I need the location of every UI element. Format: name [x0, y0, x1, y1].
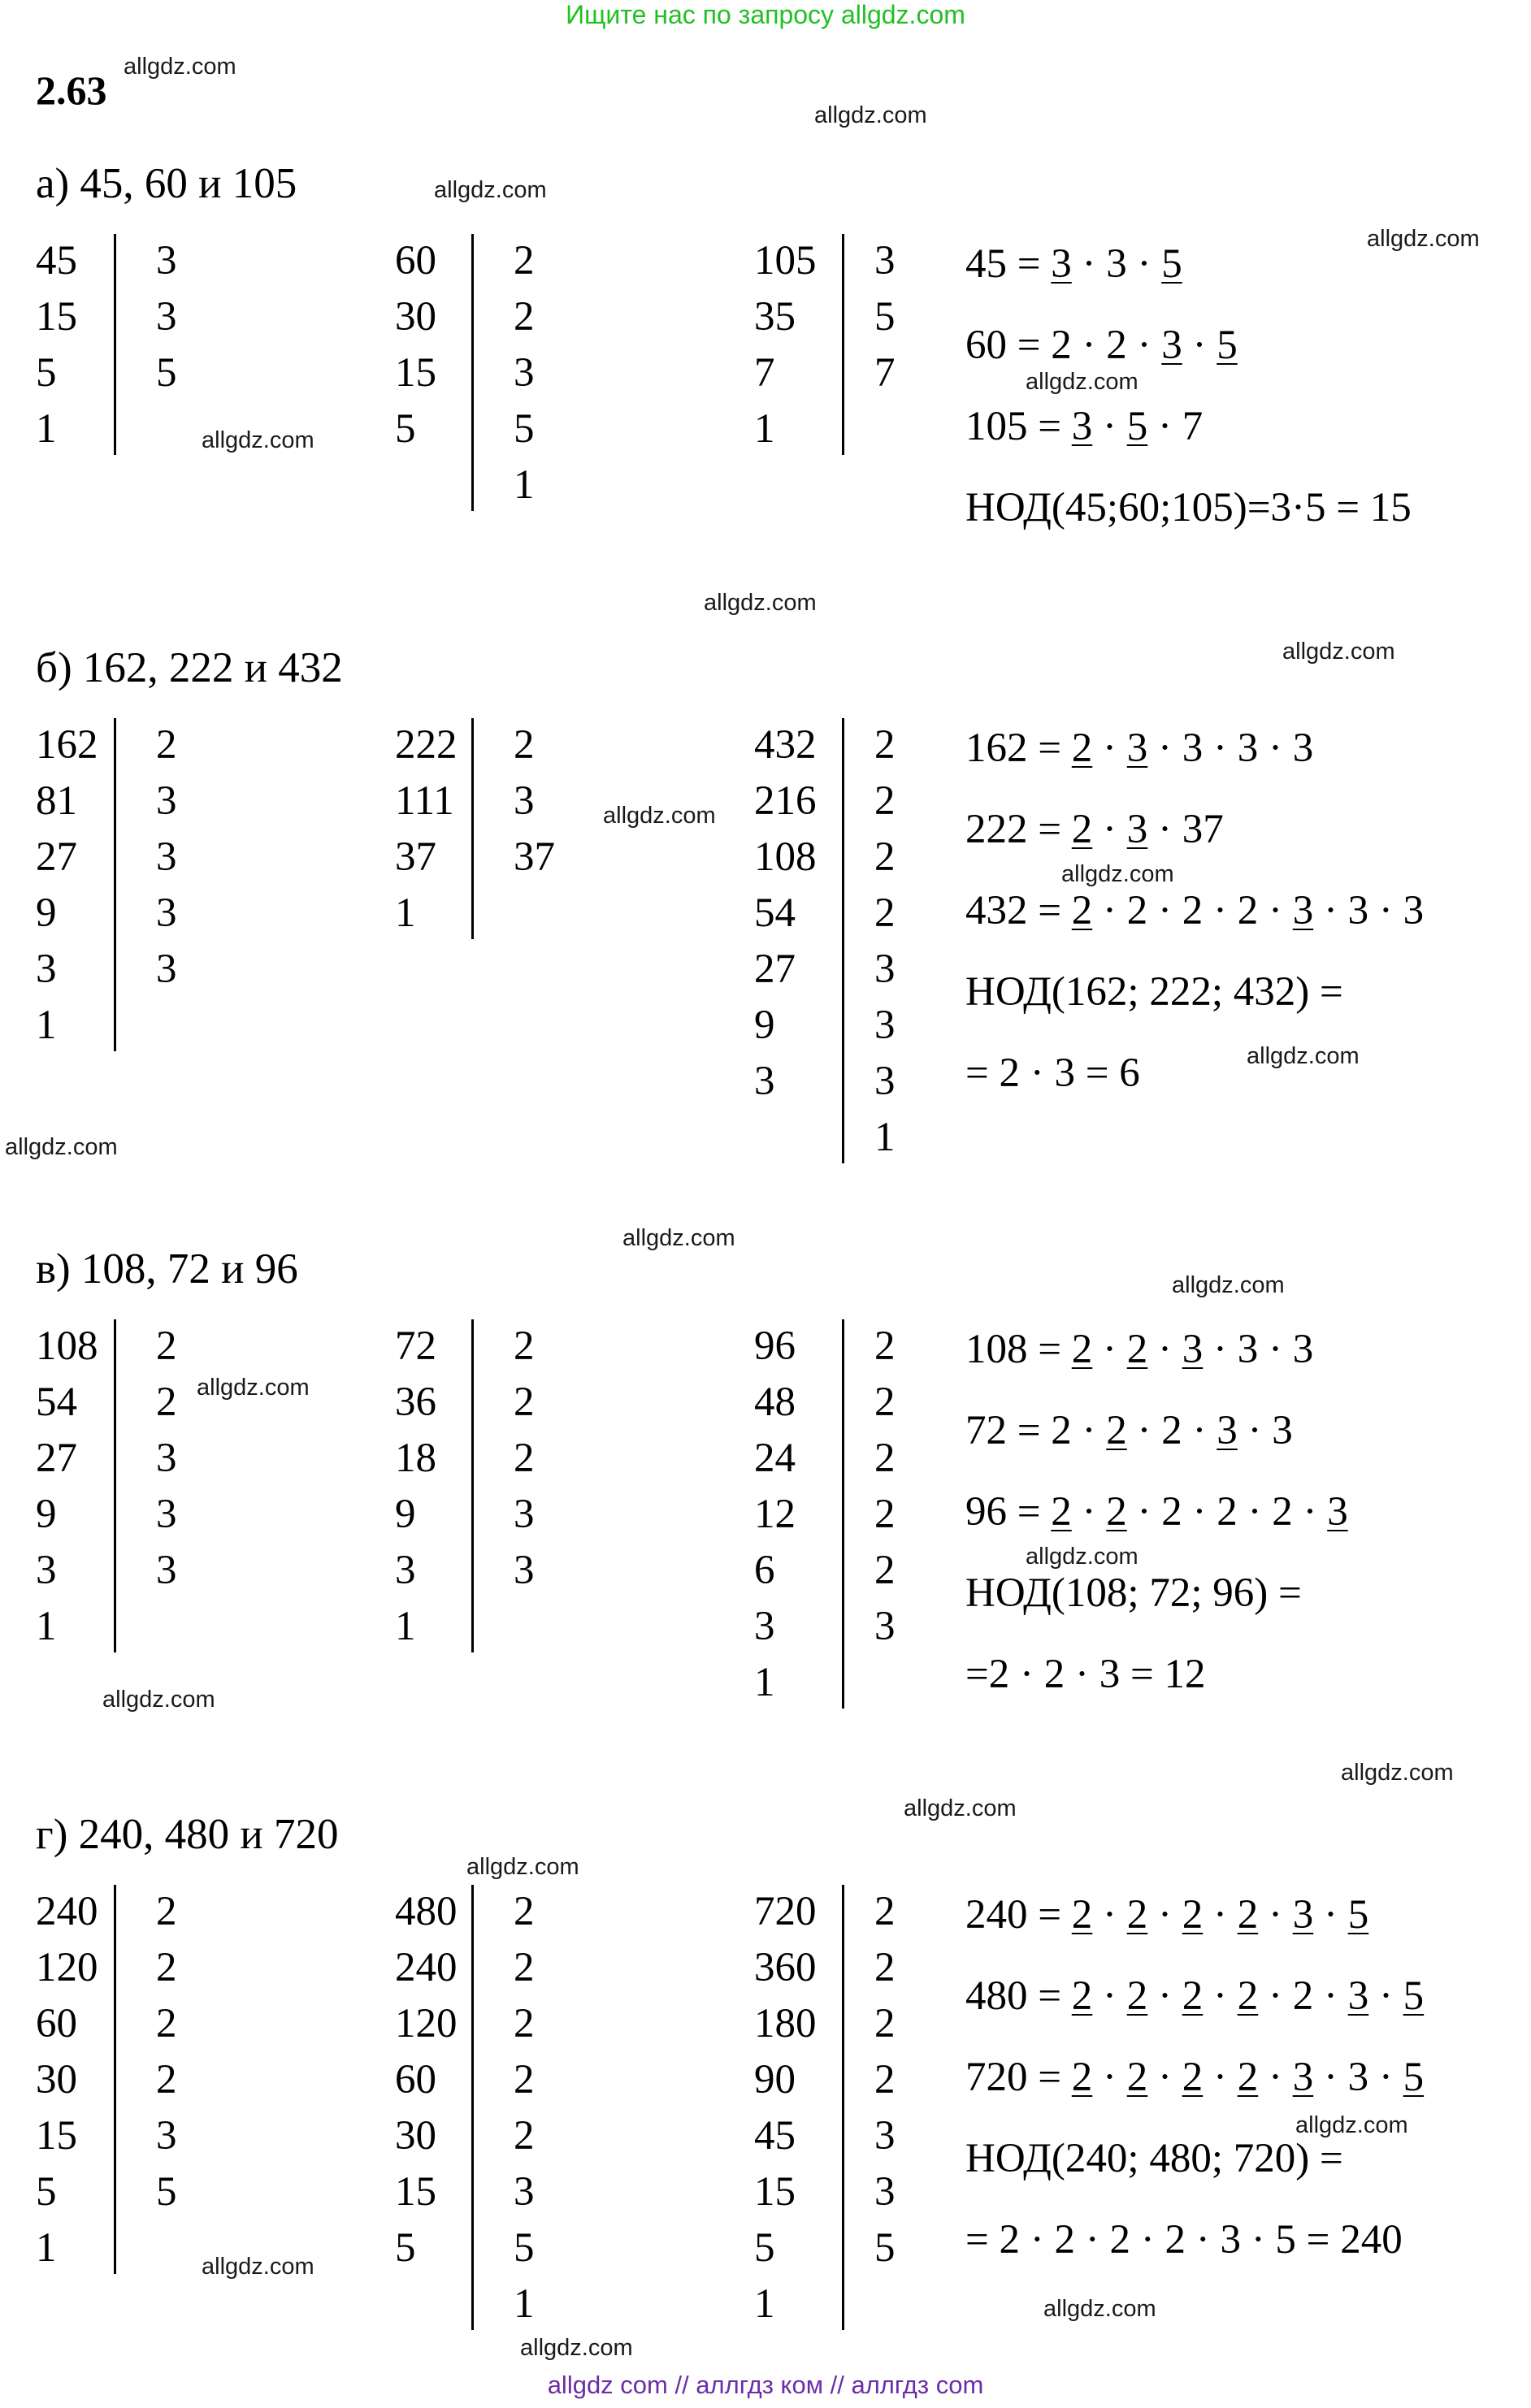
dividend-number: 240 [395, 1945, 458, 1990]
factorization-line [965, 1489, 1348, 1535]
equation-text: · 2 · 2 · 2 · [1126, 1489, 1328, 1535]
watermark: allgdz.com [202, 427, 314, 453]
dividend-number: 360 [754, 1945, 817, 1990]
common-factor: 3 [1347, 1973, 1369, 2019]
prime-divisor: 3 [514, 2169, 535, 2215]
dividend-number: 1 [754, 1660, 775, 1705]
equation-text: · [1258, 2055, 1293, 2100]
watermark: allgdz.com [814, 102, 927, 128]
common-factor: 2 [1071, 807, 1093, 852]
prime-divisor: 5 [156, 2169, 177, 2215]
factorization-line [965, 2057, 1424, 2098]
section-heading: а) 45, 60 и 105 [36, 160, 297, 207]
prime-divisor: 5 [874, 2225, 896, 2271]
equation-text: · [1092, 725, 1127, 771]
equation-text: НОД(240; 480; 720) = [965, 2136, 1343, 2181]
prime-divisor: 5 [156, 350, 177, 396]
prime-divisor: 5 [514, 2225, 535, 2271]
watermark: allgdz.com [622, 1225, 735, 1251]
common-factor: 2 [1071, 2055, 1093, 2100]
prime-divisor: 2 [514, 1889, 535, 1934]
equation-text: · 3 · [1313, 2055, 1403, 2100]
equation-text: · [1258, 1892, 1293, 1938]
prime-divisor: 2 [874, 890, 896, 936]
dividend-number: 12 [754, 1492, 796, 1537]
watermark: allgdz.com [1061, 861, 1174, 887]
division-line [114, 718, 116, 1051]
prime-divisor: 3 [156, 2113, 177, 2159]
equation-text: · [1092, 1973, 1127, 2019]
equation-text: · 3 [1237, 1408, 1293, 1453]
dividend-number: 9 [395, 1492, 416, 1537]
prime-divisor: 2 [156, 1323, 177, 1369]
prime-divisor: 3 [156, 834, 177, 880]
equation-text: · [1203, 1892, 1238, 1938]
dividend-number: 37 [395, 834, 436, 880]
common-factor: 2 [1126, 1327, 1148, 1372]
dividend-number: 35 [754, 294, 796, 340]
equation-text: · 2 · [1126, 1408, 1217, 1453]
equation-text: · [1203, 1973, 1238, 2019]
equation-text: · [1203, 2055, 1238, 2100]
prime-divisor: 2 [514, 2057, 535, 2103]
equation-text: · [1147, 1327, 1182, 1372]
watermark: allgdz.com [1172, 1272, 1285, 1298]
watermark: allgdz.com [124, 54, 236, 80]
dividend-number: 1 [36, 406, 57, 452]
equation-text: = 2 · 3 = 6 [965, 1050, 1140, 1096]
prime-divisor: 3 [156, 294, 177, 340]
factorization-line [965, 241, 1182, 287]
dividend-number: 15 [395, 350, 436, 396]
dividend-number: 30 [395, 2113, 436, 2159]
dividend-number: 720 [754, 1889, 817, 1934]
prime-divisor: 2 [514, 238, 535, 284]
dividend-number: 5 [36, 2169, 57, 2215]
dividend-number: 15 [36, 294, 77, 340]
common-factor: 2 [1182, 2055, 1204, 2100]
equation-text: · 3 · 3 [1313, 888, 1425, 933]
equation-text: 240 = [965, 1892, 1072, 1938]
factorization-line [965, 325, 1238, 366]
dividend-number: 240 [36, 1889, 98, 1934]
dividend-number: 60 [36, 2001, 77, 2046]
common-factor: 2 [1237, 2055, 1259, 2100]
common-factor: 2 [1182, 1892, 1204, 1938]
equation-text: · 2 · [1258, 1973, 1348, 2019]
equation-text: · 2 · 2 · 2 · [1092, 888, 1293, 933]
common-factor: 2 [1071, 1973, 1093, 2019]
watermark: allgdz.com [102, 1687, 215, 1713]
equation-text: = 2 · 2 · 2 · 2 · 3 · 5 = 240 [965, 2217, 1403, 2263]
prime-divisor: 2 [514, 722, 535, 768]
equation-text: 45 = [965, 241, 1052, 287]
dividend-number: 54 [36, 1379, 77, 1425]
prime-divisor: 1 [514, 2281, 535, 2327]
watermark: allgdz.com [1341, 1760, 1454, 1786]
dividend-number: 1 [36, 1604, 57, 1649]
prime-divisor: 3 [156, 890, 177, 936]
prime-divisor: 3 [514, 778, 535, 824]
dividend-number: 5 [754, 2225, 775, 2271]
factorization-line [965, 809, 1224, 851]
division-line [842, 234, 844, 455]
factorization-line [965, 487, 1412, 529]
dividend-number: 432 [754, 722, 817, 768]
common-factor: 3 [1292, 2055, 1314, 2100]
prime-divisor: 2 [514, 2001, 535, 2046]
prime-divisor: 2 [514, 2113, 535, 2159]
dividend-number: 5 [36, 350, 57, 396]
dividend-number: 27 [36, 834, 77, 880]
common-factor: 2 [1071, 888, 1093, 933]
watermark: allgdz.com [1295, 2112, 1408, 2138]
factorization-line [965, 1329, 1313, 1371]
prime-divisor: 2 [514, 294, 535, 340]
watermark: allgdz.com [1247, 1043, 1360, 1069]
prime-divisor: 2 [156, 1945, 177, 1990]
common-factor: 2 [1106, 1489, 1127, 1535]
prime-divisor: 3 [874, 238, 896, 284]
equation-text: · [1092, 1892, 1127, 1938]
equation-text: · [1092, 404, 1127, 449]
division-line [842, 1885, 844, 2330]
common-factor: 2 [1106, 1408, 1127, 1453]
division-line [842, 718, 844, 1163]
equation-text: =2 · 2 · 3 = 12 [965, 1652, 1206, 1697]
common-factor: 2 [1051, 1489, 1072, 1535]
common-factor: 3 [1161, 323, 1182, 368]
division-line [471, 1319, 474, 1652]
watermark: allgdz.com [1043, 2296, 1156, 2322]
prime-divisor: 3 [156, 1436, 177, 1481]
dividend-number: 3 [754, 1604, 775, 1649]
dividend-number: 30 [36, 2057, 77, 2103]
dividend-number: 15 [754, 2169, 796, 2215]
prime-divisor: 2 [874, 778, 896, 824]
watermark: allgdz.com [202, 2254, 314, 2280]
dividend-number: 81 [36, 778, 77, 824]
equation-text: · [1182, 323, 1217, 368]
equation-text: · [1092, 807, 1127, 852]
common-factor: 5 [1347, 1892, 1369, 1938]
common-factor: 2 [1126, 2055, 1148, 2100]
common-factor: 2 [1237, 1892, 1259, 1938]
equation-text: · [1147, 1892, 1182, 1938]
prime-divisor: 2 [156, 1379, 177, 1425]
prime-divisor: 3 [156, 778, 177, 824]
equation-text: · [1147, 1973, 1182, 2019]
dividend-number: 180 [754, 2001, 817, 2046]
equation-text: · [1092, 1327, 1127, 1372]
common-factor: 2 [1071, 1327, 1093, 1372]
dividend-number: 90 [754, 2057, 796, 2103]
prime-divisor: 5 [514, 406, 535, 452]
dividend-number: 3 [754, 1059, 775, 1104]
factorization-line [965, 406, 1203, 448]
prime-divisor: 2 [156, 1889, 177, 1934]
common-factor: 5 [1126, 404, 1148, 449]
watermark: allgdz.com [603, 803, 716, 829]
equation-text: НОД(108; 72; 96) = [965, 1570, 1302, 1616]
division-line [114, 1319, 116, 1652]
watermark: allgdz.com [1367, 226, 1480, 252]
equation-text: · [1368, 1973, 1403, 2019]
common-factor: 2 [1126, 1892, 1148, 1938]
watermark: allgdz.com [434, 177, 547, 203]
equation-text: · 3 · 3 · 3 [1147, 725, 1314, 771]
dividend-number: 5 [395, 406, 416, 452]
watermark: allgdz.com [197, 1375, 310, 1401]
factorization-line [965, 2217, 1403, 2263]
equation-text: · [1313, 1892, 1348, 1938]
equation-text: 480 = [965, 1973, 1072, 2019]
dividend-number: 120 [36, 1945, 98, 1990]
dividend-number: 3 [36, 946, 57, 992]
prime-divisor: 3 [874, 946, 896, 992]
dividend-number: 54 [754, 890, 796, 936]
prime-divisor: 3 [874, 2113, 896, 2159]
equation-text: · 3 · [1071, 241, 1162, 287]
dividend-number: 480 [395, 1889, 458, 1934]
factorization-line [965, 1973, 1425, 2019]
prime-divisor: 3 [514, 350, 535, 396]
prime-divisor: 3 [514, 1492, 535, 1537]
prime-divisor: 2 [514, 1436, 535, 1481]
factorization-line [965, 890, 1424, 932]
prime-divisor: 2 [874, 1548, 896, 1593]
dividend-number: 6 [754, 1548, 775, 1593]
equation-text: НОД(45;60;105)=3·5 = 15 [965, 485, 1412, 531]
prime-divisor: 3 [874, 1003, 896, 1048]
division-line [114, 234, 116, 455]
equation-text: 108 = [965, 1327, 1072, 1372]
dividend-number: 18 [395, 1436, 436, 1481]
dividend-number: 27 [36, 1436, 77, 1481]
common-factor: 5 [1403, 2055, 1425, 2100]
dividend-number: 24 [754, 1436, 796, 1481]
division-line [471, 718, 474, 939]
dividend-number: 108 [754, 834, 817, 880]
common-factor: 3 [1071, 404, 1093, 449]
prime-divisor: 2 [514, 1379, 535, 1425]
prime-divisor: 3 [514, 1548, 535, 1593]
prime-divisor: 2 [874, 1379, 896, 1425]
common-factor: 2 [1126, 1973, 1148, 2019]
common-factor: 3 [1051, 241, 1072, 287]
dividend-number: 15 [395, 2169, 436, 2215]
problem-number: 2.63 [36, 67, 107, 113]
common-factor: 5 [1217, 323, 1238, 368]
common-factor: 2 [1071, 1892, 1093, 1938]
common-factor: 3 [1126, 807, 1148, 852]
dividend-number: 60 [395, 238, 436, 284]
equation-text: · 3 · 3 [1203, 1327, 1314, 1372]
common-factor: 3 [1217, 1408, 1238, 1453]
watermark: allgdz.com [1282, 639, 1395, 665]
section-heading: в) 108, 72 и 96 [36, 1245, 298, 1293]
dividend-number: 9 [754, 1003, 775, 1048]
prime-divisor: 3 [874, 1059, 896, 1104]
prime-divisor: 2 [874, 722, 896, 768]
dividend-number: 162 [36, 722, 98, 768]
dividend-number: 111 [395, 778, 454, 824]
equation-text: 72 = 2 · [965, 1408, 1107, 1453]
dividend-number: 27 [754, 946, 796, 992]
division-line [471, 1885, 474, 2330]
dividend-number: 1 [754, 2281, 775, 2327]
common-factor: 3 [1126, 725, 1148, 771]
dividend-number: 3 [395, 1548, 416, 1593]
dividend-number: 45 [754, 2113, 796, 2159]
prime-divisor: 2 [874, 1492, 896, 1537]
common-factor: 5 [1403, 1973, 1425, 2019]
factorization-line [965, 2138, 1343, 2180]
watermark: allgdz.com [1026, 369, 1138, 395]
watermark: allgdz.com [520, 2335, 633, 2361]
watermark: allgdz.com [5, 1134, 118, 1160]
dividend-number: 72 [395, 1323, 436, 1369]
prime-divisor: 3 [156, 238, 177, 284]
common-factor: 3 [1327, 1489, 1348, 1535]
prime-divisor: 5 [874, 294, 896, 340]
equation-text: · [1147, 2055, 1182, 2100]
dividend-number: 1 [395, 1604, 416, 1649]
equation-text: 105 = [965, 404, 1072, 449]
factorization-line [965, 1654, 1206, 1696]
watermark: allgdz.com [704, 590, 817, 616]
equation-text: 162 = [965, 725, 1072, 771]
dividend-number: 48 [754, 1379, 796, 1425]
footer-banner: allgdz com // аллгдз ком // аллгдз com [547, 2371, 984, 2399]
equation-text: · 7 [1147, 404, 1204, 449]
prime-divisor: 2 [874, 2057, 896, 2103]
dividend-number: 120 [395, 2001, 458, 2046]
factorization-line [965, 1570, 1302, 1616]
division-line [114, 1885, 116, 2274]
equation-text: 60 = 2 · 2 · [965, 323, 1162, 368]
dividend-number: 7 [754, 350, 775, 396]
dividend-number: 30 [395, 294, 436, 340]
equation-text: 96 = [965, 1489, 1052, 1535]
dividend-number: 105 [754, 238, 817, 284]
dividend-number: 60 [395, 2057, 436, 2103]
prime-divisor: 3 [156, 1548, 177, 1593]
equation-text: · [1092, 2055, 1127, 2100]
common-factor: 3 [1182, 1327, 1204, 1372]
dividend-number: 15 [36, 2113, 77, 2159]
prime-divisor: 3 [156, 1492, 177, 1537]
equation-text: 222 = [965, 807, 1072, 852]
watermark: allgdz.com [904, 1795, 1017, 1821]
division-line [471, 234, 474, 511]
prime-divisor: 2 [874, 1889, 896, 1934]
prime-divisor: 1 [874, 1115, 896, 1160]
equation-text: 720 = [965, 2055, 1072, 2100]
watermark: allgdz.com [1026, 1544, 1138, 1570]
prime-divisor: 2 [514, 1323, 535, 1369]
common-factor: 2 [1237, 1973, 1259, 2019]
dividend-number: 1 [395, 890, 416, 936]
factorization-line [965, 725, 1314, 771]
dividend-number: 36 [395, 1379, 436, 1425]
dividend-number: 1 [36, 1003, 57, 1048]
equation-text: · 37 [1147, 807, 1224, 852]
prime-divisor: 2 [156, 722, 177, 768]
prime-divisor: 2 [874, 1945, 896, 1990]
watermark: allgdz.com [466, 1854, 579, 1880]
dividend-number: 216 [754, 778, 817, 824]
prime-divisor: 1 [514, 462, 535, 508]
prime-divisor: 2 [874, 1436, 896, 1481]
dividend-number: 45 [36, 238, 77, 284]
dividend-number: 9 [36, 1492, 57, 1537]
dividend-number: 1 [754, 406, 775, 452]
top-banner: Ищите нас по запросу allgdz.com [566, 0, 965, 29]
factorization-line [965, 1892, 1369, 1938]
dividend-number: 1 [36, 2225, 57, 2271]
prime-divisor: 2 [874, 834, 896, 880]
prime-divisor: 3 [874, 1604, 896, 1649]
prime-divisor: 37 [514, 834, 555, 880]
section-heading: г) 240, 480 и 720 [36, 1811, 339, 1858]
prime-divisor: 2 [874, 1323, 896, 1369]
common-factor: 5 [1161, 241, 1182, 287]
equation-text: НОД(162; 222; 432) = [965, 969, 1343, 1015]
prime-divisor: 7 [874, 350, 896, 396]
section-heading: б) 162, 222 и 432 [36, 644, 343, 691]
factorization-line [965, 969, 1343, 1015]
prime-divisor: 2 [514, 1945, 535, 1990]
division-line [842, 1319, 844, 1709]
dividend-number: 3 [36, 1548, 57, 1593]
dividend-number: 96 [754, 1323, 796, 1369]
prime-divisor: 2 [874, 2001, 896, 2046]
prime-divisor: 2 [156, 2001, 177, 2046]
dividend-number: 9 [36, 890, 57, 936]
equation-text: 432 = [965, 888, 1072, 933]
dividend-number: 5 [395, 2225, 416, 2271]
common-factor: 3 [1292, 888, 1314, 933]
prime-divisor: 2 [156, 2057, 177, 2103]
common-factor: 2 [1071, 725, 1093, 771]
factorization-line [965, 1050, 1140, 1096]
equation-text: · [1071, 1489, 1107, 1535]
dividend-number: 108 [36, 1323, 98, 1369]
common-factor: 3 [1292, 1892, 1314, 1938]
prime-divisor: 3 [156, 946, 177, 992]
prime-divisor: 3 [874, 2169, 896, 2215]
dividend-number: 222 [395, 722, 458, 768]
factorization-line [965, 1410, 1293, 1452]
common-factor: 2 [1182, 1973, 1204, 2019]
